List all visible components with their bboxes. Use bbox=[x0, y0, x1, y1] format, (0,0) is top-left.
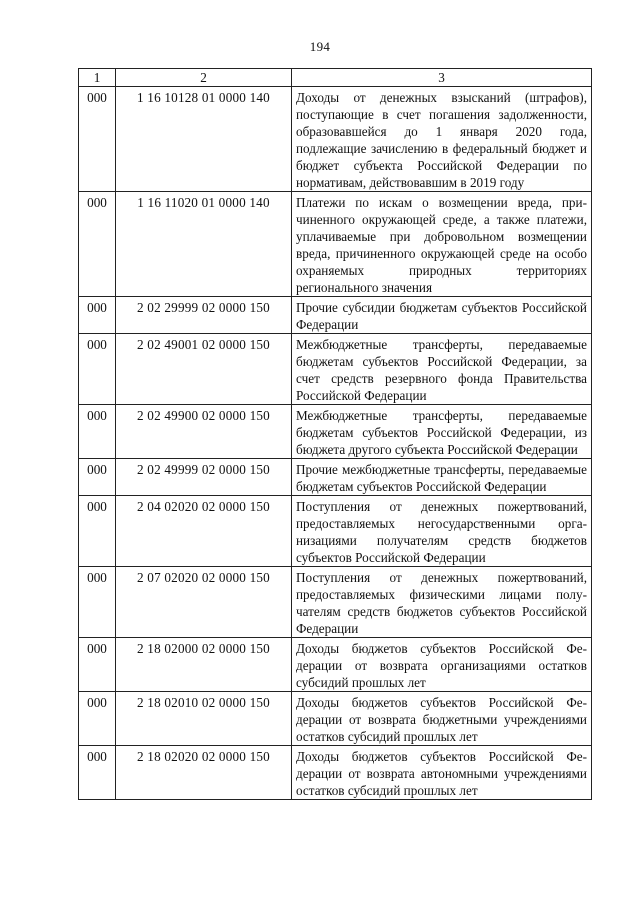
admin-code-cell: 000 bbox=[79, 192, 116, 297]
description-cell: Межбюджетные трансферты, передаваемые бюджетам субъектов Российской Федерации, за счет средств резервного фонда Правительства Российской Федерации bbox=[292, 334, 592, 405]
description-cell: Доходы бюджетов субъектов Российской Федерации от возврата бюджетными учреждениями остатков субсидий прошлых лет bbox=[292, 692, 592, 746]
description-cell: Поступления от денежных пожертвований, предоставляемых негосударственными организациями получателям средств бюджетов субъектов Российской Федерации bbox=[292, 496, 592, 567]
admin-code-cell: 000 bbox=[79, 496, 116, 567]
budget-code-cell: 2 02 49900 02 0000 150 bbox=[116, 405, 292, 459]
admin-code-cell: 000 bbox=[79, 405, 116, 459]
admin-code-cell: 000 bbox=[79, 567, 116, 638]
table-row bbox=[79, 87, 592, 192]
budget-code-cell: 2 18 02010 02 0000 150 bbox=[116, 692, 292, 746]
table-row bbox=[79, 496, 592, 567]
admin-code-cell: 000 bbox=[79, 334, 116, 405]
table-row bbox=[79, 746, 592, 800]
table-row bbox=[79, 297, 592, 334]
table-row bbox=[79, 459, 592, 496]
table-row bbox=[79, 192, 592, 297]
description-cell: Прочие межбюджетные трансферты, передаваемые бюджетам субъектов Российской Федерации bbox=[292, 459, 592, 496]
admin-code-cell: 000 bbox=[79, 87, 116, 192]
description-cell: Межбюджетные трансферты, передаваемые бюджетам субъектов Российской Федерации, из бюджета другого субъекта Российской Федерации bbox=[292, 405, 592, 459]
description-cell: Платежи по искам о возмещении вреда, причиненного окружающей среде, а также платежи, уплачиваемые при добровольном возмещении вреда, причиненного окружающей среде на особо охраняемых природных территориях регионального значения bbox=[292, 192, 592, 297]
admin-code-cell: 000 bbox=[79, 746, 116, 800]
description-cell: Поступления от денежных пожертвований, предоставляемых физическими лицами получателям средств бюджетов субъектов Российской Федерации bbox=[292, 567, 592, 638]
header-col-1: 1 bbox=[79, 69, 116, 87]
table-row bbox=[79, 638, 592, 692]
page-number: 194 bbox=[309, 39, 331, 54]
description-cell: Доходы бюджетов субъектов Российской Федерации от возврата организациями остатков субсидий прошлых лет bbox=[292, 638, 592, 692]
header-col-2: 2 bbox=[116, 69, 292, 87]
table-header-row bbox=[79, 69, 592, 87]
admin-code-cell: 000 bbox=[79, 297, 116, 334]
revenue-codes-table bbox=[78, 68, 592, 800]
budget-code-cell: 2 02 29999 02 0000 150 bbox=[116, 297, 292, 334]
header-col-3: 3 bbox=[292, 69, 592, 87]
budget-code-cell: 2 02 49001 02 0000 150 bbox=[116, 334, 292, 405]
admin-code-cell: 000 bbox=[79, 638, 116, 692]
budget-code-cell: 1 16 11020 01 0000 140 bbox=[116, 192, 292, 297]
description-cell: Доходы бюджетов субъектов Российской Федерации от возврата автономными учреждениями остатков субсидий прошлых лет bbox=[292, 746, 592, 800]
table-row bbox=[79, 405, 592, 459]
table-row bbox=[79, 692, 592, 746]
budget-code-cell: 1 16 10128 01 0000 140 bbox=[116, 87, 292, 192]
budget-code-cell: 2 02 49999 02 0000 150 bbox=[116, 459, 292, 496]
table-row bbox=[79, 567, 592, 638]
budget-code-cell: 2 18 02000 02 0000 150 bbox=[116, 638, 292, 692]
admin-code-cell: 000 bbox=[79, 692, 116, 746]
budget-code-cell: 2 04 02020 02 0000 150 bbox=[116, 496, 292, 567]
budget-code-cell: 2 07 02020 02 0000 150 bbox=[116, 567, 292, 638]
description-cell: Доходы от денежных взысканий (штрафов), поступающие в счет погашения задолженности, образовавшейся до 1 января 2020 года, подлежащие зачислению в федеральный бюджет и бюджет субъекта Российской Федерации по нормативам, действовавшим в 2019 году bbox=[292, 87, 592, 192]
table-row bbox=[79, 334, 592, 405]
budget-code-cell: 2 18 02020 02 0000 150 bbox=[116, 746, 292, 800]
admin-code-cell: 000 bbox=[79, 459, 116, 496]
description-cell: Прочие субсидии бюджетам субъектов Российской Федерации bbox=[292, 297, 592, 334]
